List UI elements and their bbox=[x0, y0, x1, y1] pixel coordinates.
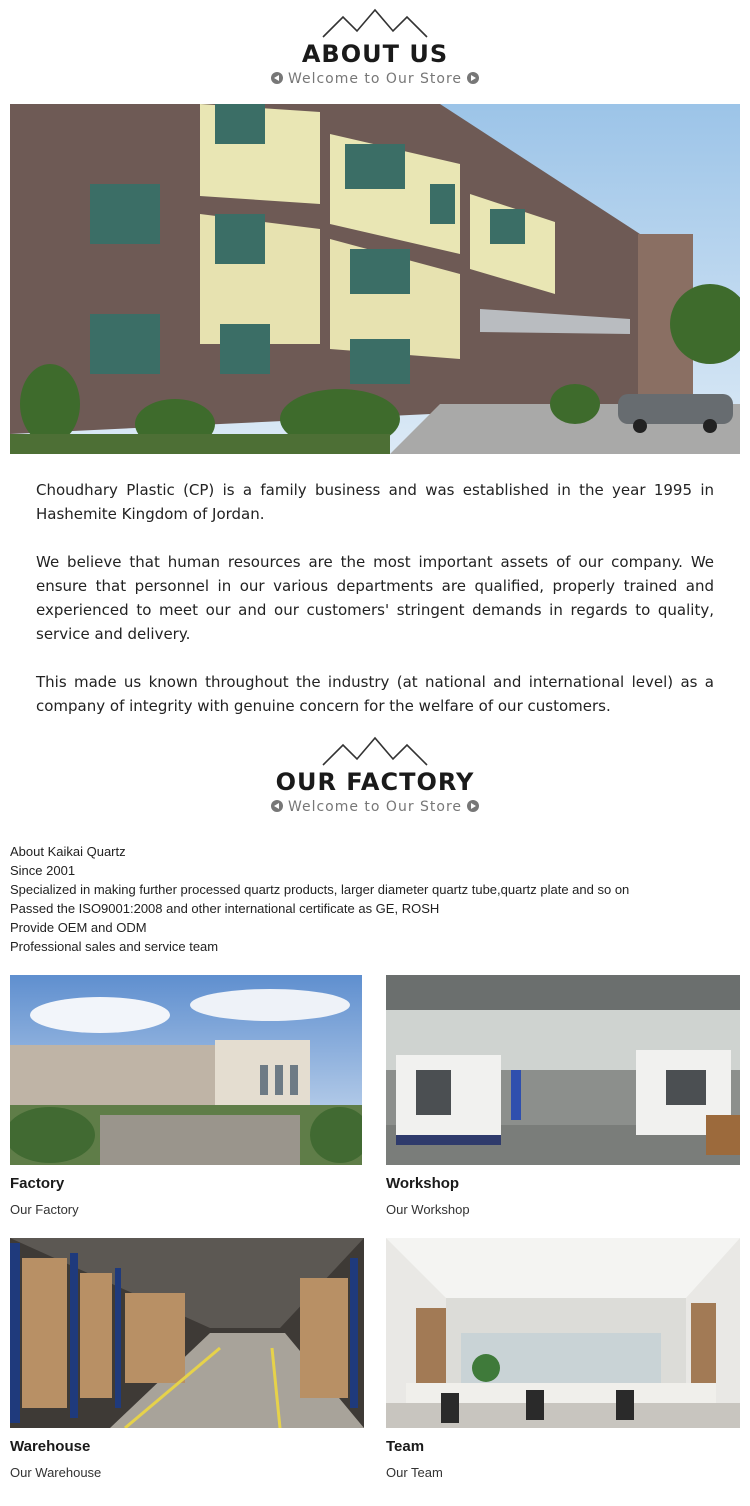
about-section-header bbox=[0, 8, 750, 89]
card-factory-title: Factory bbox=[10, 1175, 65, 1192]
card-workshop-title: Workshop bbox=[386, 1175, 460, 1192]
card-team-subtitle: Our Team bbox=[386, 1465, 443, 1480]
factory-subtitle-text: Welcome to Our Store bbox=[287, 799, 463, 815]
factory-info-line: Since 2001 bbox=[10, 863, 76, 878]
arrow-right-icon[interactable] bbox=[467, 800, 479, 812]
factory-info-line: Specialized in making further processed quartz products, larger diameter quartz tube,quartz plate and so on bbox=[10, 882, 630, 897]
card-factory[interactable] bbox=[10, 975, 362, 1218]
factory-subtitle bbox=[0, 797, 750, 817]
warehouse-photo bbox=[10, 1238, 364, 1428]
card-workshop-subtitle: Our Workshop bbox=[386, 1202, 470, 1217]
card-team[interactable] bbox=[386, 1238, 738, 1481]
about-paragraph-3: This made us known throughout the industry (at national and international level) as a company of integrity with genuine concern for the welfare of our customers. bbox=[36, 673, 714, 715]
factory-info-line: About Kaikai Quartz bbox=[10, 844, 126, 859]
about-paragraph-2: We believe that human resources are the most important assets of our company. We ensure that personnel in our various departments are qualified, properly trained and experienced to meet our and our customers' stringent demands in regards to quality, service and delivery. bbox=[36, 553, 714, 643]
building-photo bbox=[10, 104, 740, 454]
factory-info-list bbox=[10, 842, 629, 956]
factory-section-header bbox=[0, 736, 750, 817]
arrow-left-icon[interactable] bbox=[271, 800, 283, 812]
about-paragraph-1: Choudhary Plastic (CP) is a family business and was established in the year 1995 in Hashemite Kingdom of Jordan. bbox=[36, 481, 714, 523]
factory-info-line: Passed the ISO9001:2008 and other international certificate as GE, ROSH bbox=[10, 901, 440, 916]
factory-info-line: Provide OEM and ODM bbox=[10, 920, 147, 935]
card-warehouse-title: Warehouse bbox=[10, 1438, 91, 1455]
card-workshop[interactable] bbox=[386, 975, 738, 1218]
factory-photo bbox=[10, 975, 362, 1165]
arrow-right-icon[interactable] bbox=[467, 72, 479, 84]
workshop-photo bbox=[386, 975, 740, 1165]
about-text bbox=[36, 478, 714, 742]
mountain-icon bbox=[321, 8, 429, 38]
factory-info-line: Professional sales and service team bbox=[10, 939, 219, 954]
about-title: ABOUT US bbox=[301, 40, 449, 68]
card-warehouse-subtitle: Our Warehouse bbox=[10, 1465, 102, 1480]
team-photo bbox=[386, 1238, 740, 1428]
mountain-icon bbox=[321, 736, 429, 766]
about-subtitle-text: Welcome to Our Store bbox=[287, 71, 463, 87]
arrow-left-icon[interactable] bbox=[271, 72, 283, 84]
card-factory-subtitle: Our Factory bbox=[10, 1202, 79, 1217]
about-subtitle bbox=[0, 69, 750, 89]
card-warehouse[interactable] bbox=[10, 1238, 362, 1481]
card-team-title: Team bbox=[386, 1438, 425, 1455]
factory-title: OUR FACTORY bbox=[275, 768, 475, 796]
